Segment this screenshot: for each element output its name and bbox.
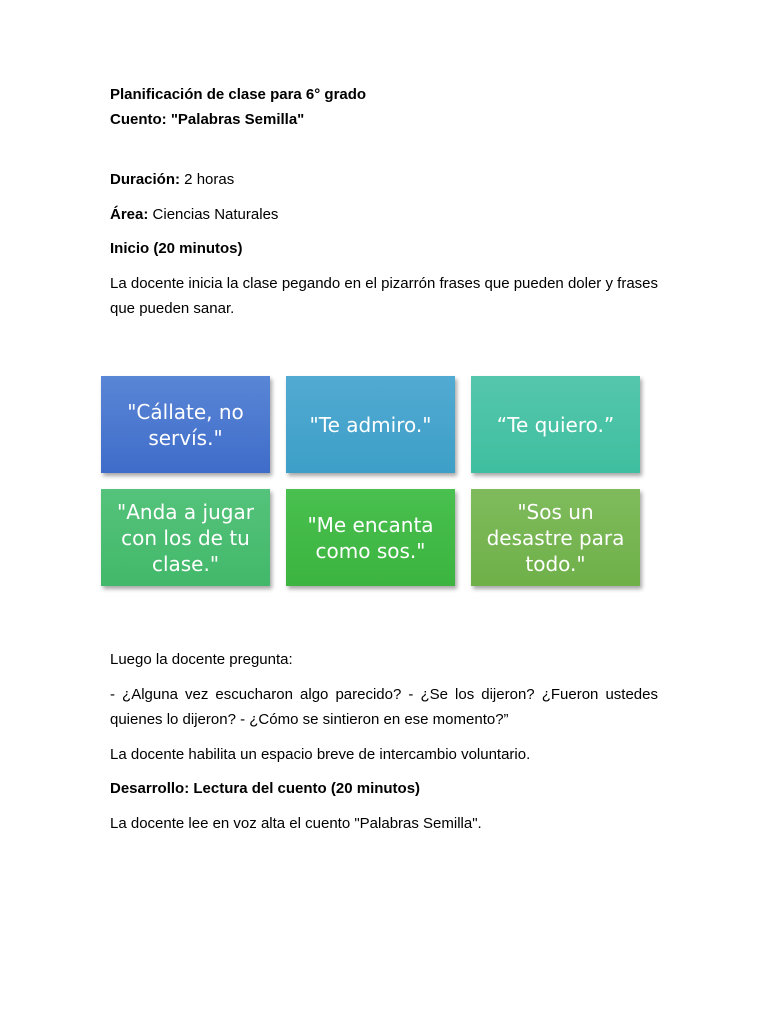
desarrollo-heading: Desarrollo: Lectura del cuento (20 minutos)	[110, 780, 421, 797]
duration-value: 2 horas	[180, 171, 235, 188]
phrase-card-me-encanta: "Me encanta como sos."	[286, 489, 455, 586]
area-line	[110, 202, 658, 227]
title-line-2: Cuento: "Palabras Semilla"	[110, 111, 305, 128]
phrase-card-te-quiero: “Te quiero.”	[471, 376, 640, 473]
inicio-heading: Inicio (20 minutos)	[110, 240, 243, 257]
preguntas-paragraph: - ¿Alguna vez escucharon algo parecido? - ¿Se los dijeron? ¿Fueron ustedes quienes lo dijeron? - ¿Cómo se sintieron en ese momento?”	[110, 686, 658, 728]
pregunta-intro: Luego la docente pregunta:	[110, 651, 293, 668]
phrase-card-anda-a-jugar: "Anda a jugar con los de tu clase."	[101, 489, 270, 586]
duration-label: Duración:	[110, 171, 181, 188]
phrase-card-sos-un-desastre: "Sos un desastre para todo."	[471, 489, 640, 586]
phrase-card-te-admiro: "Te admiro."	[286, 376, 455, 473]
intercambio-paragraph: La docente habilita un espacio breve de intercambio voluntario.	[110, 746, 531, 763]
duration-line	[110, 167, 658, 192]
area-value: Ciencias Naturales	[148, 206, 279, 223]
inicio-paragraph: La docente inicia la clase pegando en el pizarrón frases que pueden doler y frases que pueden sanar.	[110, 275, 658, 317]
desarrollo-paragraph: La docente lee en voz alta el cuento "Palabras Semilla".	[110, 815, 482, 832]
area-label: Área:	[110, 206, 149, 223]
phrase-card-callate: "Cállate, no servís."	[101, 376, 270, 473]
title-line-1: Planificación de clase para 6° grado	[110, 86, 367, 103]
phrase-cards-grid	[101, 376, 641, 586]
